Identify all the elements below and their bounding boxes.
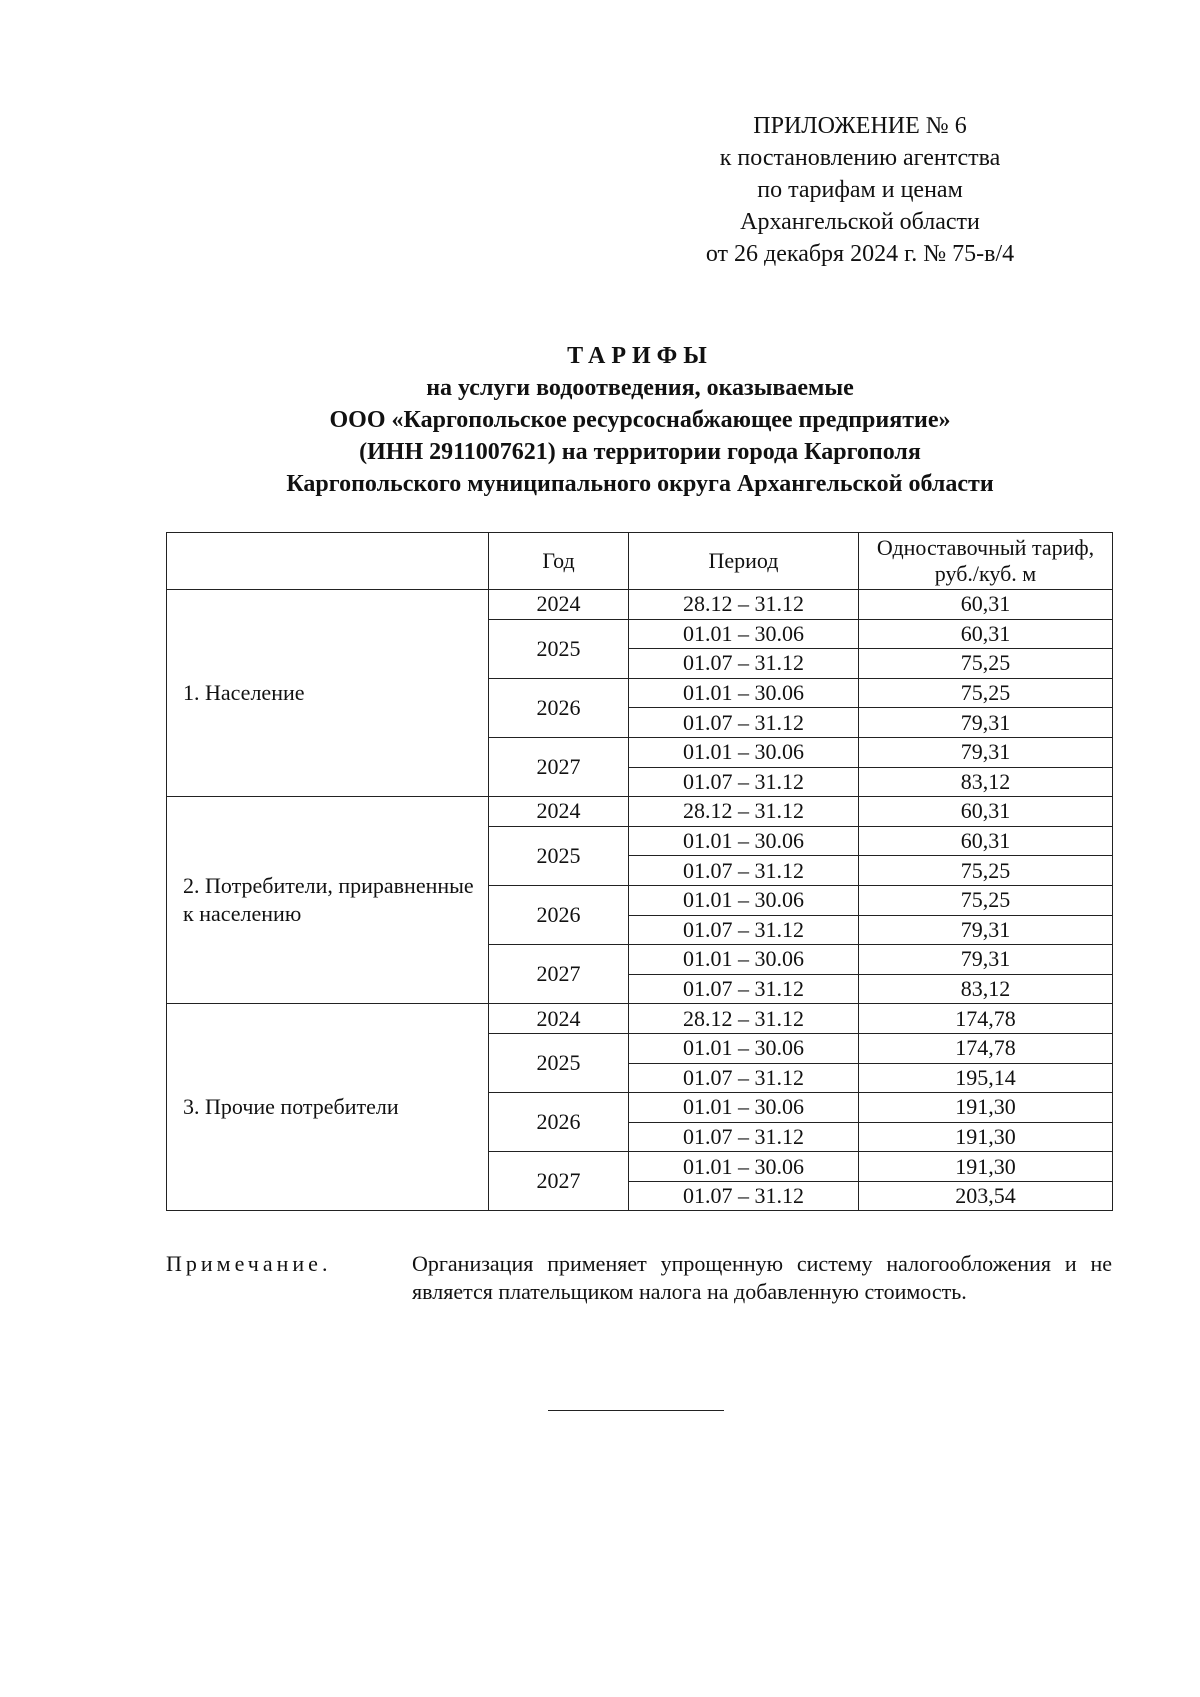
tariff-cell: 60,31 — [859, 826, 1113, 856]
header-tariff: Одноставочный тариф, руб./куб. м — [859, 533, 1113, 590]
period-cell: 28.12 – 31.12 — [629, 797, 859, 827]
period-cell: 01.07 – 31.12 — [629, 856, 859, 886]
end-divider — [548, 1410, 724, 1411]
tariff-cell: 79,31 — [859, 915, 1113, 945]
table-body — [167, 590, 1113, 1211]
tariff-cell: 174,78 — [859, 1004, 1113, 1034]
tariff-cell: 60,31 — [859, 797, 1113, 827]
appendix-line: Архангельской области — [740, 209, 980, 235]
tariff-table — [166, 532, 1113, 1211]
table-row — [167, 797, 1113, 827]
tariff-cell: 195,14 — [859, 1063, 1113, 1093]
year-cell: 2026 — [489, 1093, 629, 1152]
period-cell: 01.07 – 31.12 — [629, 915, 859, 945]
header-year: Год — [489, 533, 629, 590]
period-cell: 01.01 – 30.06 — [629, 885, 859, 915]
consumer-group-cell: 1. Население — [167, 590, 489, 797]
tariff-cell: 79,31 — [859, 737, 1113, 767]
year-cell: 2026 — [489, 885, 629, 944]
tariff-cell: 75,25 — [859, 856, 1113, 886]
consumer-group-cell: 3. Прочие потребители — [167, 1004, 489, 1211]
tariff-cell: 75,25 — [859, 678, 1113, 708]
appendix-line: по тарифам и ценам — [757, 177, 963, 203]
header-group — [167, 533, 489, 590]
tariff-cell: 191,30 — [859, 1093, 1113, 1123]
period-cell: 01.01 – 30.06 — [629, 678, 859, 708]
year-cell: 2025 — [489, 1033, 629, 1092]
title-line: (ИНН 2911007621) на территории города Каргополя — [359, 439, 921, 465]
table-row — [167, 1004, 1113, 1034]
note-text: Организация применяет упрощенную систему налогообложения и не является плательщиком налога на добавленную стоимость. — [412, 1251, 1112, 1304]
period-cell: 01.01 – 30.06 — [629, 1093, 859, 1123]
title-line: ООО «Каргопольское ресурсоснабжающее предприятие» — [329, 407, 951, 433]
appendix-date: от 26 декабря 2024 г. № 75-в/4 — [705, 241, 1015, 267]
period-cell: 01.07 – 31.12 — [629, 974, 859, 1004]
year-cell: 2027 — [489, 1152, 629, 1211]
tariff-cell: 60,31 — [859, 590, 1113, 620]
period-cell: 01.01 – 30.06 — [629, 826, 859, 856]
appendix-line: к постановлению агентства — [719, 145, 1001, 171]
tariff-cell: 191,30 — [859, 1122, 1113, 1152]
header-period: Период — [629, 533, 859, 590]
period-cell: 01.01 – 30.06 — [629, 945, 859, 975]
appendix-number: ПРИЛОЖЕНИЕ № 6 — [753, 113, 967, 139]
tariff-cell: 203,54 — [859, 1181, 1113, 1211]
note-label: Примечание. — [166, 1251, 332, 1276]
tariff-cell: 79,31 — [859, 945, 1113, 975]
title-line: Каргопольского муниципального округа Архангельской области — [286, 471, 994, 497]
year-cell: 2024 — [489, 797, 629, 827]
title-line: на услуги водоотведения, оказываемые — [426, 375, 854, 401]
document-title — [150, 340, 1130, 500]
tariff-cell: 83,12 — [859, 974, 1113, 1004]
tariff-cell: 60,31 — [859, 619, 1113, 649]
period-cell: 01.07 – 31.12 — [629, 649, 859, 679]
year-cell: 2024 — [489, 590, 629, 620]
year-cell: 2027 — [489, 737, 629, 796]
period-cell: 01.07 – 31.12 — [629, 1181, 859, 1211]
year-cell: 2027 — [489, 945, 629, 1004]
year-cell: 2026 — [489, 678, 629, 737]
period-cell: 28.12 – 31.12 — [629, 1004, 859, 1034]
period-cell: 01.07 – 31.12 — [629, 1122, 859, 1152]
year-cell: 2024 — [489, 1004, 629, 1034]
period-cell: 01.01 – 30.06 — [629, 1033, 859, 1063]
period-cell: 01.07 – 31.12 — [629, 1063, 859, 1093]
tariff-cell: 191,30 — [859, 1152, 1113, 1182]
tariff-cell: 75,25 — [859, 649, 1113, 679]
period-cell: 01.01 – 30.06 — [629, 737, 859, 767]
tariff-cell: 83,12 — [859, 767, 1113, 797]
period-cell: 01.01 – 30.06 — [629, 619, 859, 649]
tariff-cell: 79,31 — [859, 708, 1113, 738]
year-cell: 2025 — [489, 826, 629, 885]
table-row — [167, 590, 1113, 620]
consumer-group-cell: 2. Потребители, приравненные к населению — [167, 797, 489, 1004]
tariff-cell: 174,78 — [859, 1033, 1113, 1063]
period-cell: 01.01 – 30.06 — [629, 1152, 859, 1182]
title-main: ТАРИФЫ — [567, 343, 713, 369]
tariff-cell: 75,25 — [859, 885, 1113, 915]
appendix-header — [660, 110, 1060, 270]
table-header-row — [167, 533, 1113, 590]
year-cell: 2025 — [489, 619, 629, 678]
period-cell: 01.07 – 31.12 — [629, 767, 859, 797]
period-cell: 28.12 – 31.12 — [629, 590, 859, 620]
period-cell: 01.07 – 31.12 — [629, 708, 859, 738]
